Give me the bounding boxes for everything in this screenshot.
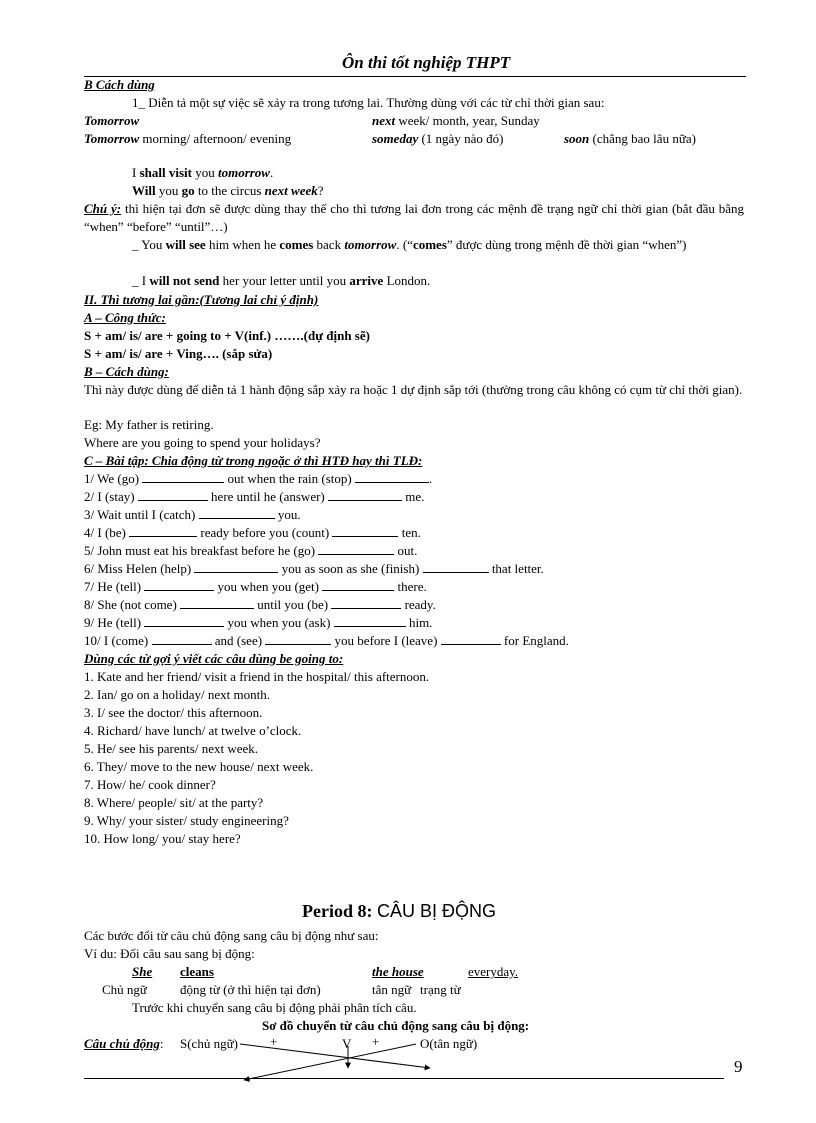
exercise-item: 6/ Miss Helen (help) you as soon as she (finish) that letter.: [84, 561, 544, 576]
going-to-item: 6. They/ move to the new house/ next week.: [84, 759, 314, 774]
time-word-tomorrow: Tomorrow: [84, 113, 140, 128]
exercise-item: 7/ He (tell) you when you (get) there.: [84, 579, 427, 594]
footer-rule: [84, 1078, 724, 1079]
section-ii-heading: II. Thì tương lai gần:(Tương lai chỉ ý định): [84, 292, 319, 307]
section-ii-c-heading: C – Bài tập: Chia động từ trong ngoặc ở thì HTĐ hay thì TLĐ:: [84, 453, 423, 468]
diagram-object: O(tân ngữ): [420, 1036, 478, 1051]
active-sentence-label: Câu chủ động:: [84, 1036, 164, 1051]
arrow-object-to-start: [244, 1044, 416, 1080]
role-adverb: trạng từ: [420, 982, 461, 997]
section-ii-b-heading: B – Cách dùng:: [84, 364, 169, 379]
header-title: Ôn thi tốt nghiệp THPT: [342, 53, 511, 72]
diagram-title: Sơ đồ chuyển từ câu chủ động sang câu bị động:: [262, 1018, 530, 1033]
going-to-item: 3. I/ see the doctor/ this afternoon.: [84, 705, 263, 720]
time-word-next: next week/ month, year, Sunday: [372, 113, 540, 128]
sentence-adverb: everyday.: [468, 964, 519, 979]
section-b-heading: B Cách dùng: [84, 77, 155, 92]
time-word-soon: soon (chẳng bao lâu nữa): [564, 131, 696, 146]
example-shall-visit: I shall visit you tomorrow.: [132, 165, 274, 180]
note-example-2: _ I will not send her your letter until you arrive London.: [132, 273, 431, 288]
section-ii-b-text: Thì này được dùng để diễn tả 1 hành động sắp xảy ra hoặc 1 dự định sắp tới (thường trong câu không có cụm từ chỉ thời gian).: [84, 382, 743, 397]
note-paragraph: Chú ý: thì hiện tại đơn sẽ được dùng thay thế cho thì tương lai đơn trong các mệnh đề trạng ngữ chỉ thời gian (bắt đầu bằng “when” “before” “until”…): [84, 201, 744, 234]
section-ii-a-heading: A – Công thức:: [84, 310, 166, 325]
section-b-intro: 1_ Diễn tả một sự việc sẽ xảy ra trong tương lai. Thường dùng với các từ chỉ thời gian sau:: [132, 95, 605, 110]
role-subject: Chủ ngữ: [102, 982, 147, 997]
role-object: tân ngữ: [372, 982, 412, 997]
going-to-item: 4. Richard/ have lunch/ at twelve o’clock.: [84, 723, 302, 738]
exercise-item: 4/ I (be) ready before you (count) ten.: [84, 525, 421, 540]
sentence-verb: cleans: [180, 964, 214, 979]
period-title: Period 8: CÂU BỊ ĐỘNG: [302, 901, 496, 921]
sentence-object: the house: [372, 964, 424, 979]
diagram-plus-1: +: [270, 1034, 278, 1049]
formula-going-to: S + am/ is/ are + going to + V(inf.) …….(dự định sẽ): [84, 328, 370, 343]
going-to-item: 7. How/ he/ cook dinner?: [84, 777, 216, 792]
period-intro-2: Ví du: Đổi câu sau sang bị động:: [84, 946, 255, 961]
exercise-item: 1/ We (go) out when the rain (stop) .: [84, 471, 433, 486]
going-to-item: 8. Where/ people/ sit/ at the party?: [84, 795, 264, 810]
exercise-item: 9/ He (tell) you when you (ask) him.: [84, 615, 433, 630]
role-verb: động từ (ở thì hiện tại đơn): [180, 982, 321, 997]
going-to-item: 10. How long/ you/ stay here?: [84, 831, 241, 846]
exercise-item: 10/ I (come) and (see) you before I (leave) for England.: [84, 633, 569, 648]
page-number: 9: [734, 1057, 743, 1076]
diagram-verb: V: [342, 1036, 352, 1051]
formula-ving: S + am/ is/ are + Ving…. (sắp sửa): [84, 346, 273, 361]
exercise-item: 3/ Wait until I (catch) you.: [84, 507, 301, 522]
exercise-item: 2/ I (stay) here until he (answer) me.: [84, 489, 425, 504]
going-to-item: 5. He/ see his parents/ next week.: [84, 741, 259, 756]
note-example-1: _ You will see him when he comes back tomorrow. (“comes” được dùng trong mệnh đề thời gian “when”): [132, 237, 687, 252]
exercise-item: 5/ John must eat his breakfast before he (go) out.: [84, 543, 418, 558]
example-holidays: Where are you going to spend your holidays?: [84, 435, 321, 450]
time-word-someday: someday (1 ngày nào đó): [372, 131, 504, 146]
analyze-note: Trước khi chuyển sang câu bị động phải phân tích câu.: [132, 1000, 417, 1015]
diagram-plus-2: +: [372, 1034, 380, 1049]
diagram-subject: S(chủ ngữ): [180, 1036, 238, 1051]
going-to-item: 9. Why/ your sister/ study engineering?: [84, 813, 289, 828]
going-to-heading: Dùng các từ gợi ý viết các câu dùng be going to:: [84, 651, 344, 666]
exercise-item: 8/ She (not come) until you (be) ready.: [84, 597, 436, 612]
example-retiring: Eg: My father is retiring.: [84, 417, 214, 432]
arrow-subject-to-end: [240, 1044, 430, 1068]
time-word-tomorrow-morning: Tomorrow morning/ afternoon/ evening: [84, 131, 292, 146]
example-will-go: Will you go to the circus next week?: [132, 183, 324, 198]
going-to-item: 2. Ian/ go on a holiday/ next month.: [84, 687, 270, 702]
going-to-item: 1. Kate and her friend/ visit a friend in the hospital/ this afternoon.: [84, 669, 430, 684]
period-intro-1: Các bước đổi từ câu chủ động sang câu bị động như sau:: [84, 928, 379, 943]
sentence-subject: She: [132, 964, 153, 979]
